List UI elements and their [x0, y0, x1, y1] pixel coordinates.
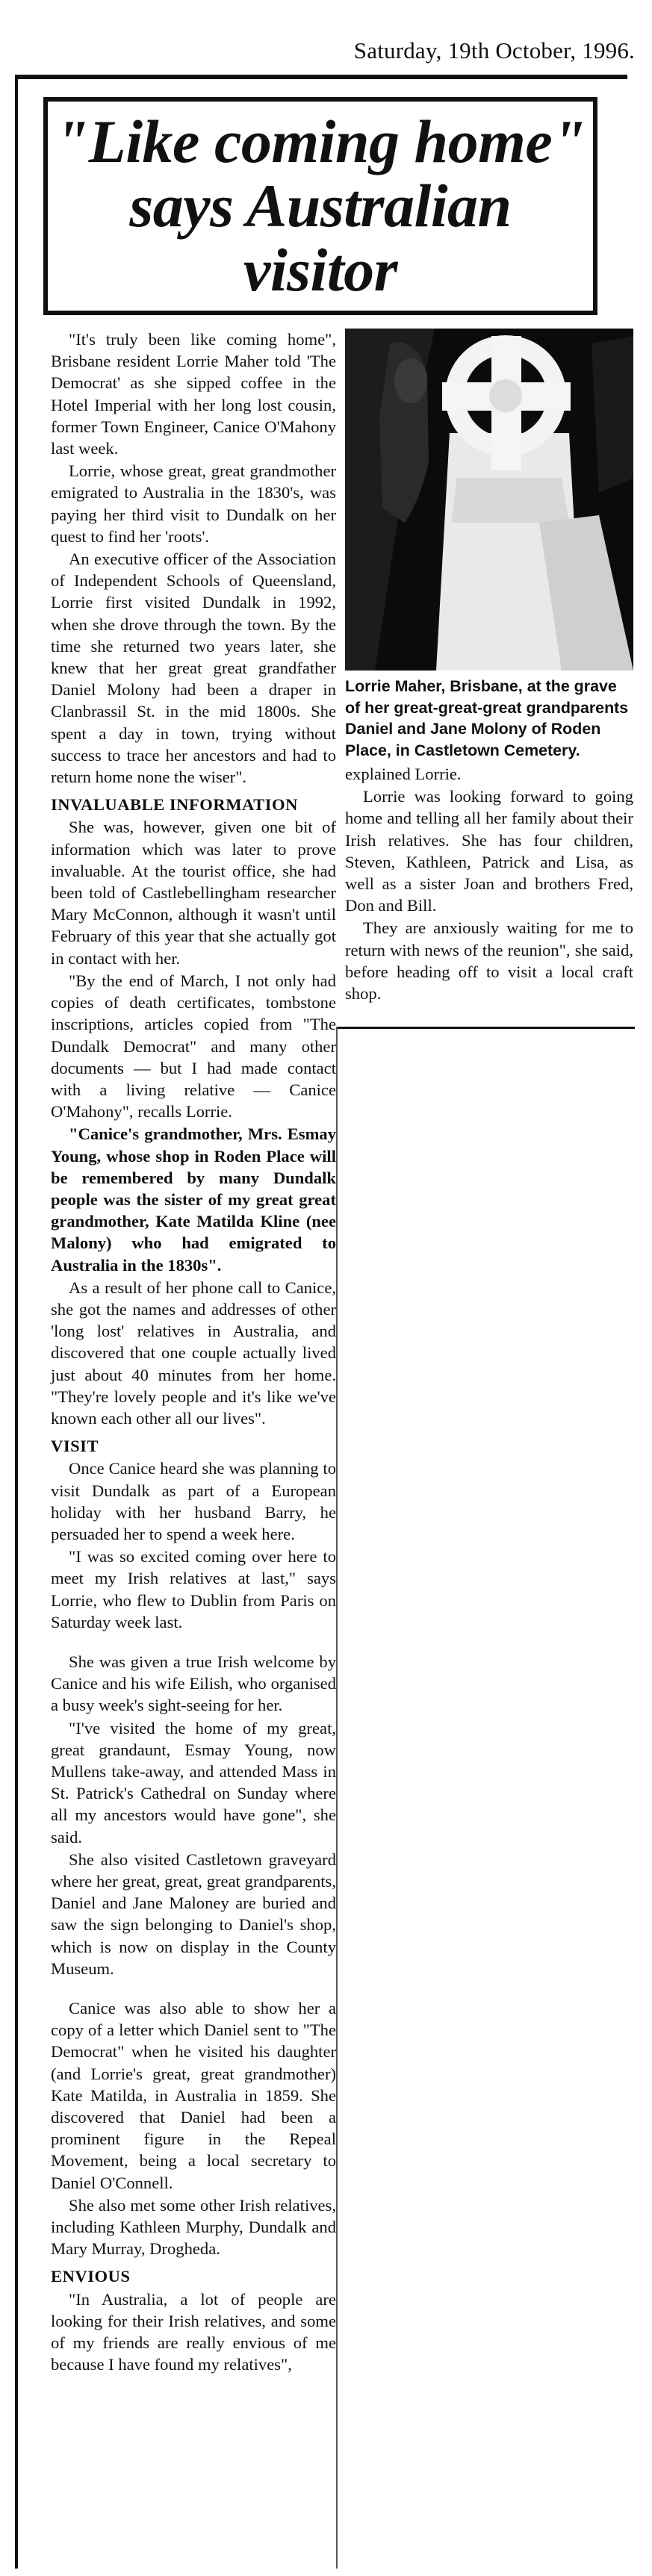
headline-box [43, 97, 597, 315]
subheading-visit: VISIT [51, 1437, 99, 1456]
paragraph: Once Canice heard she was planning to visit Dundalk as part of a European holiday with her husband Barry, he persuaded her to spend a week here. [51, 1459, 336, 1543]
headline: "Like coming home" says Australian visitor [55, 108, 586, 304]
paragraph: She was, however, given one bit of information which was later to prove invaluable. At the tourist office, she had been told of Castlebellingham researcher Mary McConnon, although it wasn't until February of this year that she actually got in contact with her. [51, 818, 336, 968]
paragraph: explained Lorrie. [345, 765, 462, 783]
paragraph: Canice was also able to show her a copy of a letter which Daniel sent to "The Democrat" when he visited his daughter (and Lorrie's great, great grandmother) Kate Matilda, in Australia in 1859. She discovered that Daniel had been a prominent figure in the Repeal Movement, being a local secretary to Daniel O'Connell. [51, 1999, 336, 2192]
paragraph: "I was so excited coming over here to meet my Irish relatives at last," says Lorrie, who flew to Dublin from Paris on Saturday week last. [51, 1547, 336, 1631]
paragraph: Lorrie, whose great, great grandmother emigrated to Australia in the 1830's, was paying her third visit to Dundalk on her quest to find her 'roots'. [51, 461, 336, 546]
celtic-cross-image [345, 329, 633, 671]
paragraph: "In Australia, a lot of people are looking for their Irish relatives, and some of my friends are really envious of me because I have found my relatives", [51, 2289, 336, 2374]
paragraph: "I've visited the home of my great, great grandaunt, Esmay Young, now Mullens take-away, and attended Mass in St. Patrick's Cathedral on Sunday where all my ancestors would have gone", she said. [51, 1718, 336, 1847]
photo-caption: Lorrie Maher, Brisbane, at the grave of her great-great-great grandparents Daniel and Jane Molony of Roden Place, in Castletown Cemetery. [345, 677, 629, 759]
paragraph-bold-quote: "Canice's grandmother, Mrs. Esmay Young, whose shop in Roden Place will be remembered by many Dundalk people was the sister of my great great grandmother, Kate Matilda Kline (nee Malony) who had emigrated to Australia in the 1830s". [51, 1124, 336, 1275]
article-column-left [51, 329, 336, 2375]
article-end-rule [338, 1027, 635, 1029]
paragraph: Lorrie was looking forward to going home and telling all her family about their Irish relatives. She has four children, Steven, Kathleen, Patrick and Lisa, as well as a sister Joan and brothers Fred, Don and Bill. [345, 787, 633, 915]
paragraph: "It's truly been like coming home", Brisbane resident Lorrie Maher told 'The Democrat' as she sipped coffee in the Hotel Imperial with her long lost cousin, former Town Engineer, Canice O'Mahony last week. [51, 330, 336, 458]
paragraph: They are anxiously waiting for me to return with news of the reunion", she said, before heading off to visit a local craft shop. [345, 918, 633, 1004]
subheading-invaluable-information: INVALUABLE INFORMATION [51, 795, 298, 815]
paragraph: She also met some other Irish relatives, including Kathleen Murphy, Dundalk and Mary Murray, Drogheda. [51, 2195, 336, 2259]
article-column-right [345, 763, 633, 1004]
left-column-rule [15, 75, 18, 2569]
paragraph: An executive officer of the Association of Independent Schools of Queensland, Lorrie first visited Dundalk in 1992, when she drove through the town. By the time she returned two years later, she knew that her great great grandfather Daniel Molony had been a draper in Clanbrassil St. in the mid 1800s. She spent a day in town, trying without success to trace her ancestors and had to return home none the wiser". [51, 550, 336, 787]
subheading-envious: ENVIOUS [51, 2267, 131, 2286]
column-divider-rule [336, 1027, 338, 2569]
top-rule [15, 75, 627, 79]
paragraph: She also visited Castletown graveyard where her great, great, great grandparents, Daniel and Jane Maloney are buried and saw the sign belonging to Daniel's shop, which is now on display in the County Museum. [51, 1849, 336, 1978]
dateline: Saturday, 19th October, 1996. [353, 37, 635, 63]
paragraph: She was given a true Irish welcome by Canice and his wife Eilish, who organised a busy week's sight-seeing for her. [51, 1652, 336, 1715]
paragraph: As a result of her phone call to Canice, she got the names and addresses of other 'long lost' relatives in Australia, and discovered that one couple actually lived just about 40 minutes from her home. "They're lovely people and it's like we've known each other all our lives". [51, 1278, 336, 1428]
paragraph: "By the end of March, I not only had copies of death certificates, tombstone inscriptions, articles copied from "The Dundalk Democrat" and many other documents — but I had made contact with a living relative — Canice O'Mahony", recalls Lorrie. [51, 971, 336, 1121]
grave-photo [345, 329, 633, 671]
